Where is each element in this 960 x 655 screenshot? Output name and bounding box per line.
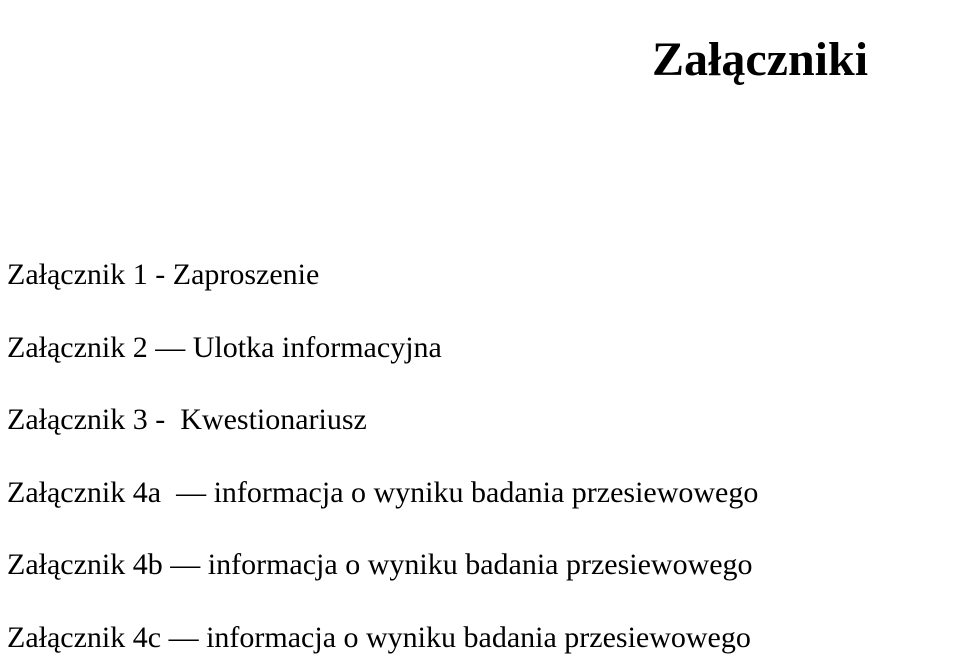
attachment-list <box>7 258 758 655</box>
page-title: Załączniki <box>652 33 869 87</box>
attachment-item-4a: Załącznik 4a — informacja o wyniku badania przesiewowego <box>7 475 759 509</box>
attachment-item-3: Załącznik 3 - Kwestionariusz <box>7 403 367 436</box>
attachment-item-2: Załącznik 2 — Ulotka informacyjna <box>7 330 442 364</box>
attachment-item-4c: Załącznik 4c — informacja o wyniku badania przesiewowego <box>7 620 751 654</box>
attachment-item-1: Załącznik 1 - Zaproszenie <box>7 258 320 291</box>
attachment-item-4b: Załącznik 4b — informacja o wyniku badania przesiewowego <box>7 548 753 581</box>
